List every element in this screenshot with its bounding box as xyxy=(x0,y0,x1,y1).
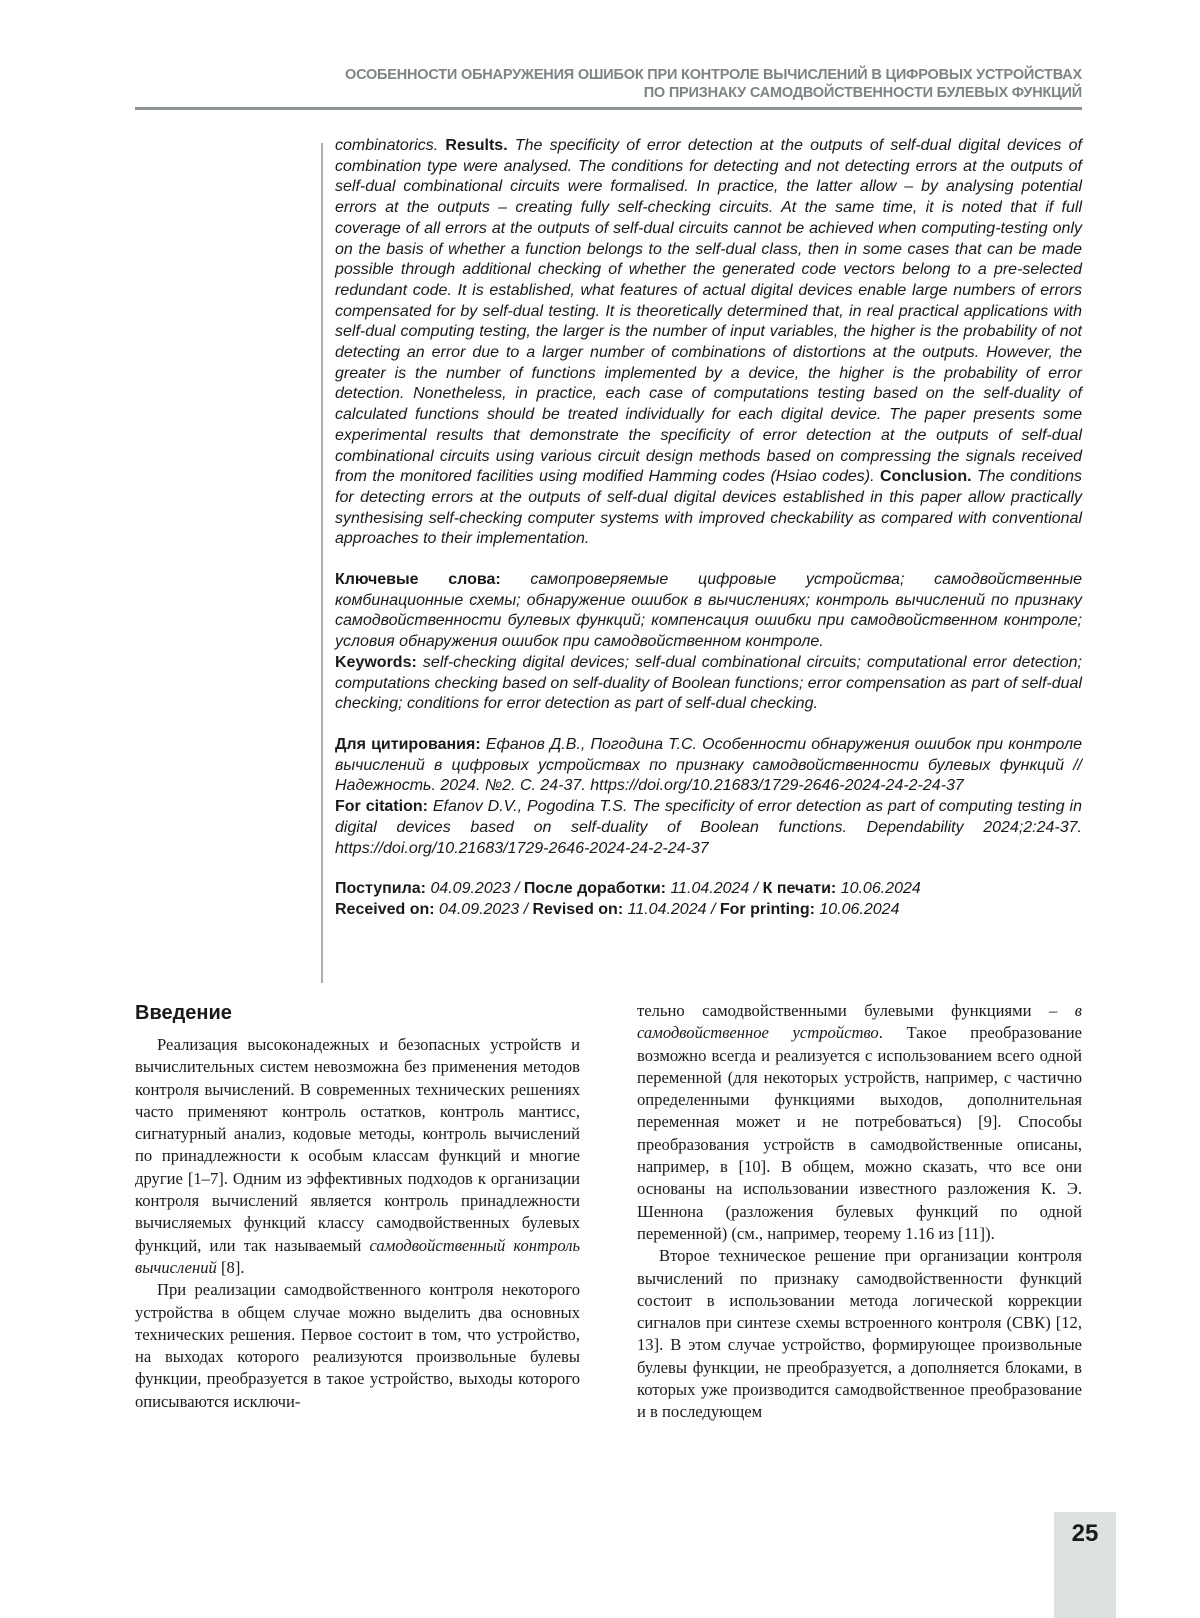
conclusion-label: Conclusion. xyxy=(880,468,972,485)
running-head xyxy=(240,66,1082,102)
dates-ru: Поступила: 04.09.2023 / После доработки: 11.04.2024 / К печати: 10.06.2024 xyxy=(335,879,1082,900)
keywords-ru: Ключевые слова: самопроверяемые цифровые устройства; самодвойственные комбинационные схемы; обнаружение ошибок в вычислениях; контроль вычислений по признаку самодвойственности булевых функций; компенсация ошибки при самодвойственном контроле; условия обнаружения ошибок при самодвойственном контроле. xyxy=(335,570,1082,653)
abstract-text: combinatorics. Results. The specificity of error detection at the outputs of self-dual digital devices of combination type were analysed. The conditions for detecting and not detecting errors at the outputs of self-dual combinational circuits were formalised. In practice, the latter allow – by analysing potential errors at the outputs – creating fully self-checking circuits. At the same time, it is noted that if full coverage of all errors at the outputs of self-dual circuits cannot be achieved when computing-testing only on the basis of whether a function belongs to the self-dual class, then in some cases that can be made possible through additional checking of whether the generated code vectors belong to a pre-selected redundant code. It is established, what features of actual digital devices enable large numbers of errors compensated for by self-dual testing. It is theoretically determined that, in real practical applications with self-dual computing testing, the larger is the number of input variables, the higher is the probability of not detecting an error due to a larger number of combinations of distortions at the outputs. However, the greater is the number of functions implemented by a device, the higher is the probability of error detection. Nonetheless, in practice, each case of computations testing based on the self-duality of calculated functions should be treated individually for each digital device. The paper presents some experimental results that demonstrate the specificity of error detection at the outputs of self-dual combinational circuits using various circuit design methods based on compressing the signals received from the monitored facilities using modified Hamming codes (Hsiao codes). Conclusion. The conditions for detecting errors at the outputs of self-dual digital devices established in this paper allow practically synthesising self-checking computer systems with improved checkability as compared with conventional approaches to their implementation. xyxy=(335,136,1082,550)
body-column-right xyxy=(637,1000,1082,1424)
page-number-box xyxy=(1054,1512,1116,1618)
paragraph: При реализации самодвойственного контроля некоторого устройства в общем случае можно выделить два основных технических решения. Первое состоит в том, что устройство, на выходах которого реализуются произвольные булевы функции, преобразуется в такое устройство, выходы которого описываются исключи- xyxy=(135,1279,580,1413)
paragraph: Второе техническое решение при организации контроля вычислений по признаку самодвойственности функций состоит в использовании метода логической коррекции сигналов при синтезе схемы встроенного контроля (СВК) [12, 13]. В этом случае устройство, формирующее произвольные булевы функции, не преобразуется, а дополняется блоками, в которых уже производится самодвойственное преобразование и в последующем xyxy=(637,1245,1082,1423)
paragraph: Реализация высоконадежных и безопасных устройств и вычислительных систем невозможна без применения методов контроля вычислений. В современных технических решениях часто применяют контроль остатков, контроль мантисс, сигнатурный анализ, кодовые методы, контроль вычислений по принадлежности к особым классам функций и многие другие [1–7]. Одним из эффективных подходов к организации контроля вычислений является контроль принадлежности вычисляемых функций классу самодвойственных булевых функций, или так называемый самодвойственный контроль вычислений [8]. xyxy=(135,1034,580,1279)
results-label: Results. xyxy=(445,137,507,154)
body-column-left xyxy=(135,1000,580,1413)
keywords-en: Keywords: self-checking digital devices; self-dual combinational circuits; computational error detection; computations checking based on self-duality of Boolean functions; error compensation as part of self-dual checking; conditions for error detection as part of self-dual checking. xyxy=(335,653,1082,715)
dates-en: Received on: 04.09.2023 / Revised on: 11.04.2024 / For printing: 10.06.2024 xyxy=(335,900,1082,921)
abstract-side-bar xyxy=(321,143,323,983)
running-head-line-1: ОСОБЕННОСТИ ОБНАРУЖЕНИЯ ОШИБОК ПРИ КОНТРОЛЕ ВЫЧИСЛЕНИЙ В ЦИФРОВЫХ УСТРОЙСТВАХ xyxy=(240,66,1082,84)
section-title: Введение xyxy=(135,1000,580,1026)
paragraph-continued: тельно самодвойственными булевыми функциями – в самодвойственное устройство. Такое преобразование возможно всегда и реализуется с использованием всего одной переменной (для некоторых устройств, например, с частично определенными функциями выходов, дополнительная переменная может и не потребоваться) [9]. Способы преобразования устройств в самодвойственные описаны, например, в [10]. В общем, можно сказать, что все они основаны на использовании известного разложения К. Э. Шеннона (разложения булевых функций по одной переменной) (см., например, теорему 1.16 из [11]). xyxy=(637,1000,1082,1245)
abstract-block xyxy=(335,136,1082,921)
header-rule xyxy=(135,107,1082,110)
citation-ru: Для цитирования: Ефанов Д.В., Погодина Т.С. Особенности обнаружения ошибок при контроле вычислений в цифровых устройствах по признаку самодвойственности булевых функций // Надежность. 2024. №2. С. 24-37. https://doi.org/10.21683/1729-2646-2024-24-2-24-37 xyxy=(335,735,1082,797)
running-head-line-2: ПО ПРИЗНАКУ САМОДВОЙСТВЕННОСТИ БУЛЕВЫХ ФУНКЦИЙ xyxy=(240,84,1082,102)
page-number: 25 xyxy=(1054,1520,1116,1548)
citation-en: For citation: Efanov D.V., Pogodina T.S. The specificity of error detection as part of computing testing in digital devices based on self-duality of Boolean functions. Dependability 2024;2:24-37. https://doi.org/10.21683/1729-2646-2024-24-2-24-37 xyxy=(335,797,1082,859)
